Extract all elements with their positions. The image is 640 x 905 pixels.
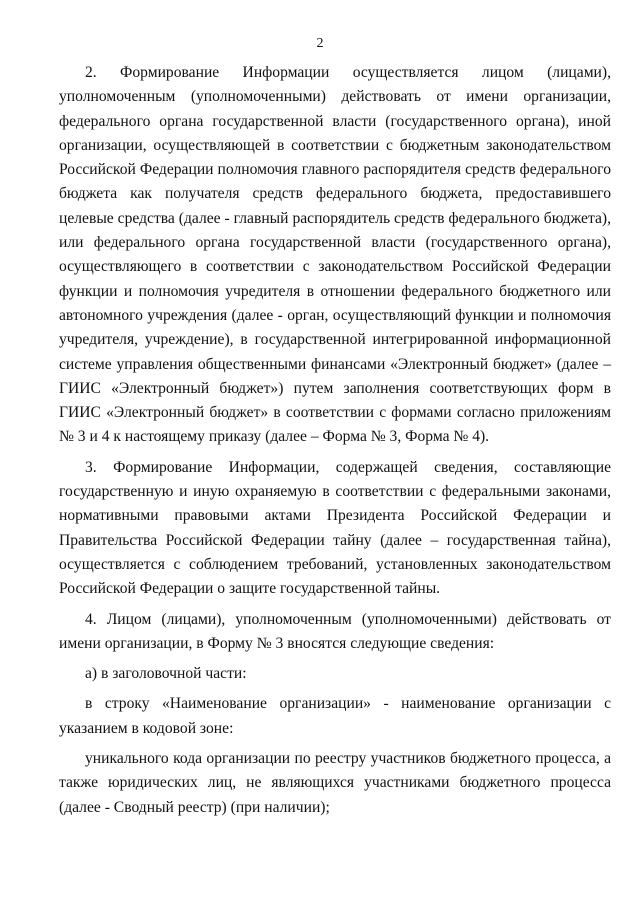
paragraph-2: 2. Формирование Информации осуществляется лицом (лицами), уполномоченным (уполномоченными) действовать от имени организации, федерального органа государственной власти (государственного органа), иной организации, осуществляющей в соответствии с бюджетным законодательством Российской Федерации полномочия главного распорядителя средств федерального бюджета как получателя средств федерального бюджета, предоставившего целевые средства (далее - главный распорядитель средств федерального бюджета), или федерального органа государственной власти (государственного органа), осуществляющего в соответствии с законодательством Российской Федерации функции и полномочия учредителя в отношении федерального бюджетного или автономного учреждения (далее - орган, осуществляющий функции и полномочия учредителя, учреждение), в государственной интегрированной информационной системе управления общественными финансами «Электронный бюджет» (далее – ГИИС «Электронный бюджет») путем заполнения соответствующих форм в ГИИС «Электронный бюджет» в соответствии с формами согласно приложениям № 3 и 4 к настоящему приказу (далее – Форма № 3, Форма № 4). (59, 64, 611, 446)
subparagraph-a: а) в заголовочной части: (85, 665, 247, 683)
paragraph-3: 3. Формирование Информации, содержащей сведения, составляющие государственную и иную охраняемую в соответствии с федеральными законами, нормативными правовыми актами Президента Российской Федерации и Правительства Российской Федерации тайну (далее – государственная тайна), осуществляется с соблюдением требований, установленных законодательством Российской Федерации о защите государственной тайны. (59, 458, 611, 598)
page-number: 2 (316, 36, 324, 51)
unique-code-line: уникального кода организации по реестру участников бюджетного процесса, а также юридических лиц, не являющихся участниками бюджетного процесса (далее - Сводный реестр) (при наличии); (59, 750, 611, 816)
paragraph-4: 4. Лицом (лицами), уполномоченным (уполномоченными) действовать от имени организации, в Форму № 3 вносятся следующие сведения: (59, 610, 611, 652)
organization-name-line: в строку «Наименование организации» - наименование организации с указанием в кодовой зоне: (59, 695, 611, 737)
document-body (59, 61, 611, 820)
